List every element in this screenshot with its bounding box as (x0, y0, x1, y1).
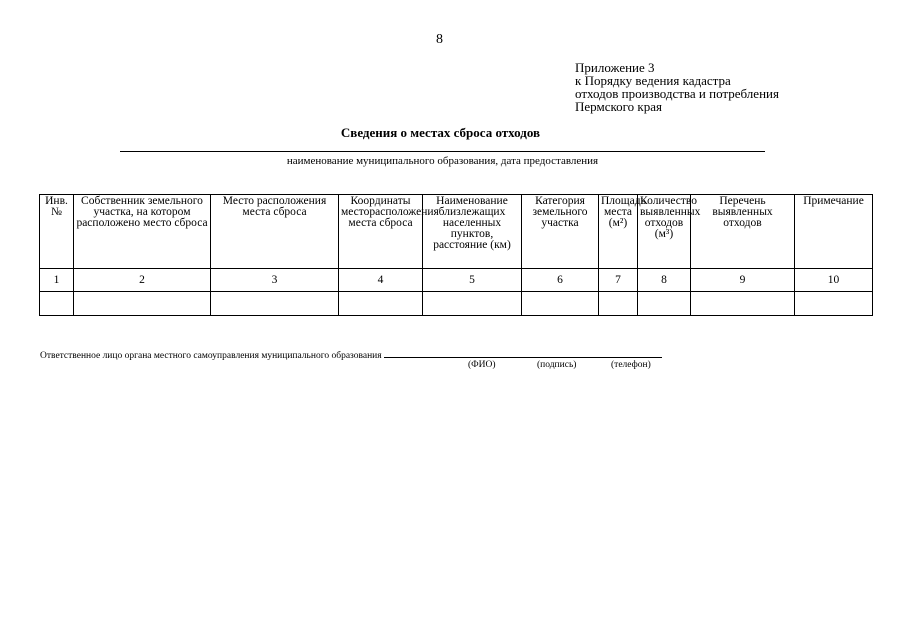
header-inv-no (40, 195, 74, 269)
table-row (40, 292, 873, 316)
phone-label: (телефон) (611, 360, 651, 370)
municipality-underline (120, 151, 765, 152)
table-cell (795, 292, 873, 316)
header-coordinates (339, 195, 439, 269)
waste-sites-table (39, 194, 873, 316)
appendix-line: отходов производства и потребления (575, 86, 779, 101)
responsible-person-label: Ответственное лицо органа местного самоуправления муниципального образования (40, 351, 382, 361)
header-waste-quantity (638, 195, 701, 269)
header-label: Перечень выявленных отходов (712, 195, 773, 229)
table-cell (40, 292, 74, 316)
header-settlements (423, 195, 522, 269)
column-number: 8 (638, 269, 691, 292)
signature-label: (подпись) (537, 360, 577, 370)
header-owner (74, 195, 211, 269)
fio-label: (ФИО) (468, 360, 496, 370)
column-number: 3 (211, 269, 339, 292)
appendix-line: Пермского края (575, 99, 662, 114)
table-cell (522, 292, 599, 316)
column-number: 1 (40, 269, 74, 292)
table-cell (74, 292, 211, 316)
column-number: 6 (522, 269, 599, 292)
document-subtitle: наименование муниципального образования, дата предоставления (286, 155, 599, 167)
header-note (795, 195, 873, 269)
table-cell (599, 292, 638, 316)
table-cell (691, 292, 795, 316)
table-header-row (40, 195, 873, 269)
table-row (40, 269, 873, 292)
table-cell (423, 292, 522, 316)
header-label: Место расположения места сброса (222, 195, 327, 218)
signature-underline (384, 348, 662, 358)
header-label: Примечание (803, 195, 864, 207)
header-label: Собственник земельного участка, на котором расположено место сброса (76, 195, 208, 229)
document-title-text: Сведения о местах сброса отходов (340, 125, 541, 140)
header-area (599, 195, 646, 269)
header-label: Количество выявленных отходов (м³) (640, 195, 701, 240)
appendix-line: к Порядку ведения кадастра (575, 73, 731, 88)
appendix-line: Приложение 3 (575, 60, 655, 75)
column-number: 7 (599, 269, 638, 292)
header-label: Наименование близлежащих населенных пунктов, расстояние (км) (433, 195, 511, 251)
table-cell (638, 292, 691, 316)
header-label: Инв. № (45, 195, 68, 218)
column-number: 9 (691, 269, 795, 292)
header-label: Координаты месторасположения места сброса (341, 195, 439, 229)
header-label: Категория земельного участка (532, 195, 588, 229)
column-number: 2 (74, 269, 211, 292)
column-number: 5 (423, 269, 522, 292)
header-land-category (522, 195, 599, 269)
table-cell (339, 292, 423, 316)
header-label: Площадь места (м²) (601, 195, 646, 229)
appendix-block (575, 61, 779, 113)
header-location (211, 195, 339, 269)
document-title (0, 125, 905, 141)
page-number: 8 (436, 32, 443, 47)
column-number: 10 (795, 269, 873, 292)
table-cell (211, 292, 339, 316)
column-number: 4 (339, 269, 423, 292)
header-waste-list (691, 195, 795, 269)
